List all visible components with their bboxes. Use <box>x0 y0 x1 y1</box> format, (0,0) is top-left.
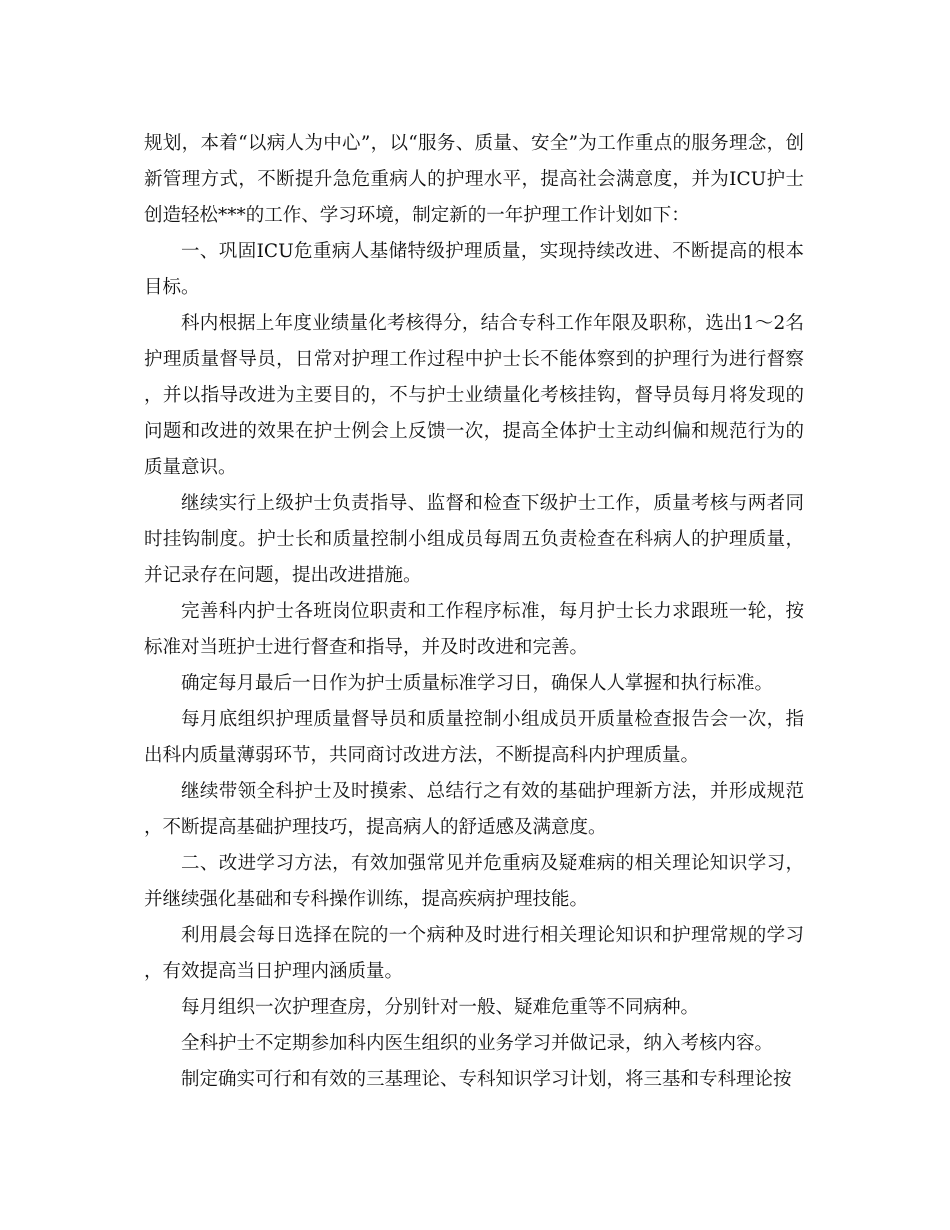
paragraph: 继续带领全科护士及时摸索、总结行之有效的基础护理新方法，并形成规范，不断提高基础护理技巧，提高病人的舒适感及满意度。 <box>144 781 804 838</box>
paragraph: 科内根据上年度业绩量化考核得分，结合专科工作年限及职称，选出1～2名护理质量督导员，日常对护理工作过程中护士长不能体察到的护理行为进行督察，并以指导改进为主要目的，不与护士业绩量化考核挂钩，督导员每月将发现的问题和改进的效果在护士例会上反馈一次，提高全体护士主动纠偏和规范行为的质量意识。 <box>144 313 804 478</box>
section-heading-2: 二、改进学习方法，有效加强常见并危重病及疑难病的相关理论知识学习，并继续强化基础和专科操作训练，提高疾病护理技能。 <box>144 853 804 910</box>
paragraph-truncated: 制定确实可行和有效的三基理论、专科知识学习计划，将三基和专科理论按 <box>181 1069 792 1090</box>
paragraph: 完善科内护士各班岗位职责和工作程序标准，每月护士长力求跟班一轮，按标准对当班护士进行督查和指导，并及时改进和完善。 <box>144 601 804 658</box>
document-body <box>144 126 804 1098</box>
paragraph: 确定每月最后一日作为护士质量标准学习日，确保人人掌握和执行标准。 <box>181 673 774 694</box>
paragraph: 每月组织一次护理查房，分别针对一般、疑难危重等不同病种。 <box>181 997 700 1018</box>
paragraph: 继续实行上级护士负责指导、监督和检查下级护士工作，质量考核与两者同时挂钩制度。护士长和质量控制小组成员每周五负责检查在科病人的护理质量，并记录存在问题，提出改进措施。 <box>144 493 804 586</box>
paragraph: 利用晨会每日选择在院的一个病种及时进行相关理论知识和护理常规的学习，有效提高当日护理内涵质量。 <box>144 925 804 982</box>
section-heading-1: 一、巩固ICU危重病人基储特级护理质量，实现持续改进、不断提高的根本目标。 <box>144 241 804 298</box>
paragraph-continuation: 规划，本着“以病人为中心”，以“服务、质量、安全”为工作重点的服务理念，创新管理方式，不断提升急危重病人的护理水平，提高社会满意度，并为ICU护士创造轻松***的工作、学习环境，制定新的一年护理工作计划如下： <box>144 133 804 226</box>
paragraph: 全科护士不定期参加科内医生组织的业务学习并做记录，纳入考核内容。 <box>181 1033 774 1054</box>
paragraph: 每月底组织护理质量督导员和质量控制小组成员开质量检查报告会一次，指出科内质量薄弱环节，共同商讨改进方法，不断提高科内护理质量。 <box>144 709 804 766</box>
